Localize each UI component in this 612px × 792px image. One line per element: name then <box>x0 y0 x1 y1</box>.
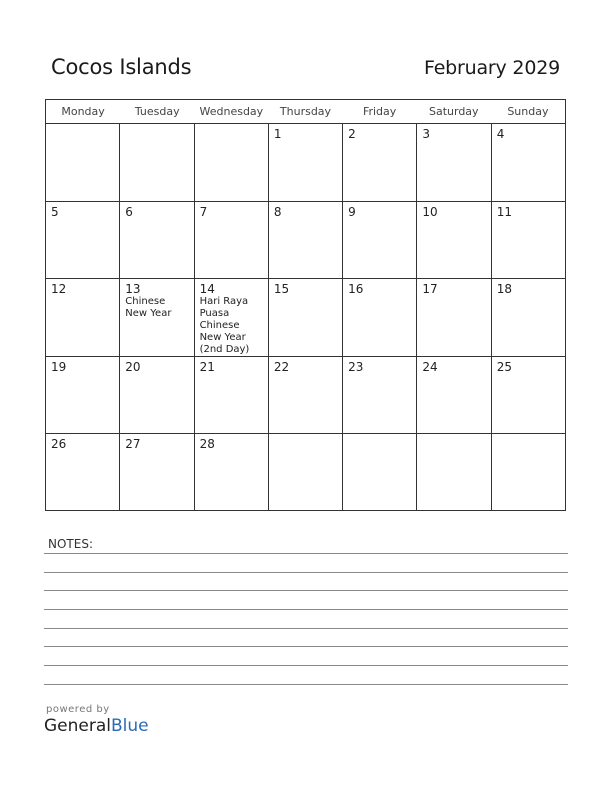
day-number: 1 <box>273 127 282 141</box>
day-cell <box>343 434 417 511</box>
week-row <box>46 124 565 202</box>
brand-blue-text: Blue <box>111 716 149 736</box>
weekday-label: Thursday <box>279 105 332 118</box>
day-number: 3 <box>422 127 431 141</box>
day-number: 25 <box>496 359 512 374</box>
weekday-label: Wednesday <box>199 105 264 118</box>
day-cell <box>417 202 491 279</box>
day-cell <box>46 434 120 511</box>
day-number: 22 <box>273 359 290 374</box>
day-number: 13 <box>125 282 141 296</box>
day-cell <box>492 434 565 511</box>
day-number: 23 <box>348 359 364 374</box>
day-cell <box>417 434 491 511</box>
day-cell <box>269 202 343 279</box>
day-cell <box>492 357 565 434</box>
day-cell <box>492 124 565 201</box>
day-number: 11 <box>496 204 512 219</box>
generalblue-logo[interactable] <box>44 716 149 736</box>
day-cell <box>269 434 343 511</box>
day-cell <box>417 357 491 434</box>
day-cell <box>195 434 269 511</box>
day-number: 14 <box>199 282 215 296</box>
day-cell <box>46 279 120 356</box>
day-cell <box>120 202 194 279</box>
day-cell <box>120 434 194 511</box>
day-number: 21 <box>199 359 215 374</box>
notes-line <box>44 646 568 647</box>
weekday-label: Monday <box>61 105 105 118</box>
day-number: 9 <box>348 204 356 219</box>
weekday-label: Saturday <box>428 105 479 118</box>
day-number: 5 <box>51 204 59 219</box>
brand-general-text: General <box>44 716 111 736</box>
day-number: 24 <box>422 359 438 374</box>
day-cell <box>46 124 120 201</box>
day-number: 19 <box>51 359 67 374</box>
day-cell <box>195 124 269 201</box>
notes-line <box>44 609 568 610</box>
day-cell <box>417 124 491 201</box>
day-cell <box>46 357 120 434</box>
day-number: 20 <box>125 359 141 374</box>
day-cell <box>269 279 343 356</box>
notes-line <box>44 590 568 591</box>
weekday-label: Tuesday <box>134 105 180 118</box>
day-number: 26 <box>51 437 67 451</box>
notes-line <box>44 553 568 554</box>
week-row <box>46 202 565 280</box>
day-number: 15 <box>273 282 290 296</box>
week-row <box>46 434 565 511</box>
day-number: 17 <box>422 282 438 296</box>
day-cell <box>269 124 343 201</box>
day-number: 18 <box>496 282 512 296</box>
week-row <box>46 357 565 435</box>
day-cell <box>195 279 269 356</box>
holiday-label: Hari Raya Puasa Chinese New Year (2nd Day) <box>199 296 250 355</box>
day-cell <box>343 279 417 356</box>
day-cell <box>343 202 417 279</box>
day-number: 10 <box>422 204 438 219</box>
day-cell <box>492 279 565 356</box>
day-cell <box>492 202 565 279</box>
day-number: 27 <box>125 437 141 451</box>
notes-line <box>44 572 568 573</box>
day-number: 7 <box>199 204 208 219</box>
day-number: 28 <box>199 437 215 451</box>
day-number: 2 <box>348 127 356 141</box>
calendar-grid <box>45 99 566 511</box>
holiday-label: Chinese New Year <box>125 296 172 319</box>
day-cell <box>195 202 269 279</box>
day-cell <box>343 357 417 434</box>
notes-line <box>44 628 568 629</box>
notes-line <box>44 684 568 685</box>
day-cell <box>417 279 491 356</box>
weekday-label: Friday <box>362 105 397 118</box>
day-cell <box>120 124 194 201</box>
day-cell <box>195 357 269 434</box>
week-row <box>46 279 565 357</box>
day-number: 8 <box>273 204 282 219</box>
day-number: 16 <box>348 282 364 296</box>
powered-by-text: powered by <box>46 704 110 715</box>
day-cell <box>269 357 343 434</box>
day-number: 6 <box>125 204 133 219</box>
weekday-label: Sunday <box>507 105 549 118</box>
notes-label: NOTES: <box>48 537 93 551</box>
day-cell <box>46 202 120 279</box>
weekday-header <box>46 100 565 124</box>
month-title: February 2029 <box>424 57 560 79</box>
day-cell <box>343 124 417 201</box>
country-title: Cocos Islands <box>51 55 192 79</box>
day-number: 4 <box>496 127 505 141</box>
day-number: 12 <box>51 282 67 296</box>
day-cell <box>120 279 194 356</box>
notes-line <box>44 665 568 666</box>
day-cell <box>120 357 194 434</box>
